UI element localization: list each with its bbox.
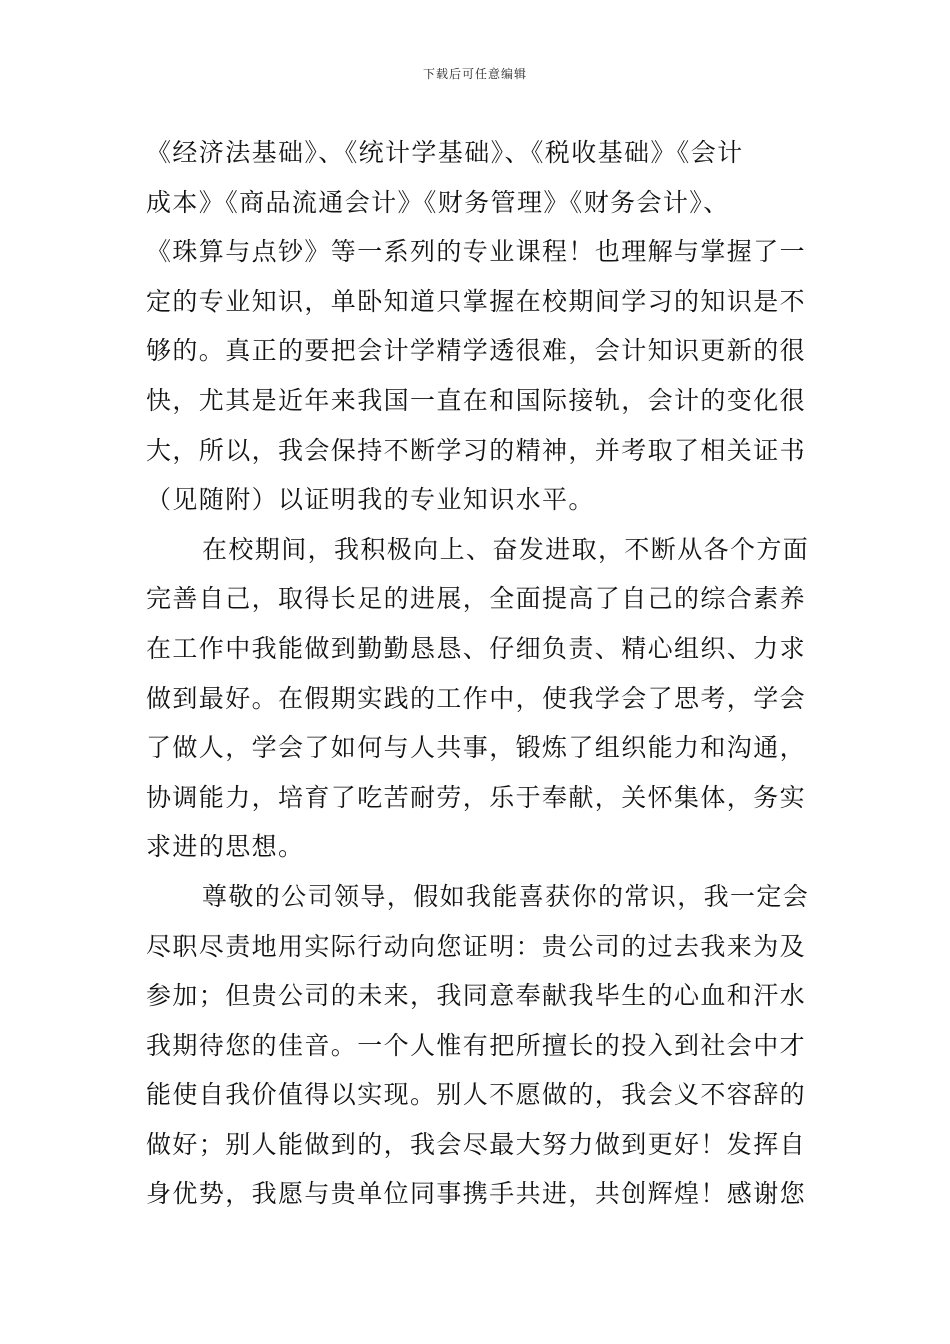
text-line: 能使自我价值得以实现。别人不愿做的，我会义不容辞的 (146, 1080, 807, 1110)
header-note: 下载后可任意编辑 (422, 67, 527, 81)
text-line: 《经济法基础》、《统计学基础》、《税收基础》《会计 (146, 138, 744, 167)
text-line: 做到最好。在假期实践的工作中，使我学会了思考，学会 (146, 683, 807, 713)
text-line: 求进的思想。 (146, 832, 305, 862)
text-line: 快，尤其是近年来我国一直在和国际接轨，会计的变化很 (146, 385, 807, 415)
text-line: 协调能力，培育了吃苦耐劳，乐于奉献，关怀集体，务实 (146, 782, 807, 812)
text-line: 完善自己，取得长足的进展，全面提高了自己的综合素养 (146, 584, 807, 614)
document-body (146, 128, 810, 1219)
paragraph-first-line: 尊敬的公司领导，假如我能喜获你的常识，我一定会 (202, 881, 810, 911)
text-line: 身优势，我愿与贵单位同事携手共进，共创辉煌！感谢您 (146, 1179, 807, 1209)
paragraph-first-line: 在校期间，我积极向上、奋发进取，不断从各个方面 (202, 534, 810, 564)
text-line: 《珠算与点钞》等一系列的专业课程！也理解与掌握了一 (146, 237, 807, 267)
text-line: 成本》《商品流通会计》《财务管理》《财务会计》、 (146, 187, 730, 217)
text-line: 够的。真正的要把会计学精学透很难，会计知识更新的很 (146, 336, 807, 366)
text-line: 定的专业知识，单卧知道只掌握在校期间学习的知识是不 (146, 286, 807, 316)
text-line: 尽职尽责地用实际行动向您证明：贵公司的过去我来为及 (146, 931, 807, 961)
text-line: （见随附）以证明我的专业知识水平。 (146, 485, 595, 515)
text-line: 在工作中我能做到勤勤恳恳、仔细负责、精心组织、力求 (146, 633, 807, 663)
text-line: 了做人，学会了如何与人共事，锻炼了组织能力和沟通， (146, 733, 807, 763)
text-line: 大，所以，我会保持不断学习的精神，并考取了相关证书 (146, 435, 807, 465)
text-line: 参加；但贵公司的未来，我同意奉献我毕生的心血和汗水 (146, 981, 807, 1011)
text-line: 做好；别人能做到的，我会尽最大努力做到更好！发挥自 (146, 1129, 807, 1159)
text-line: 我期待您的佳音。一个人惟有把所擅长的投入到社会中才 (146, 1030, 807, 1060)
